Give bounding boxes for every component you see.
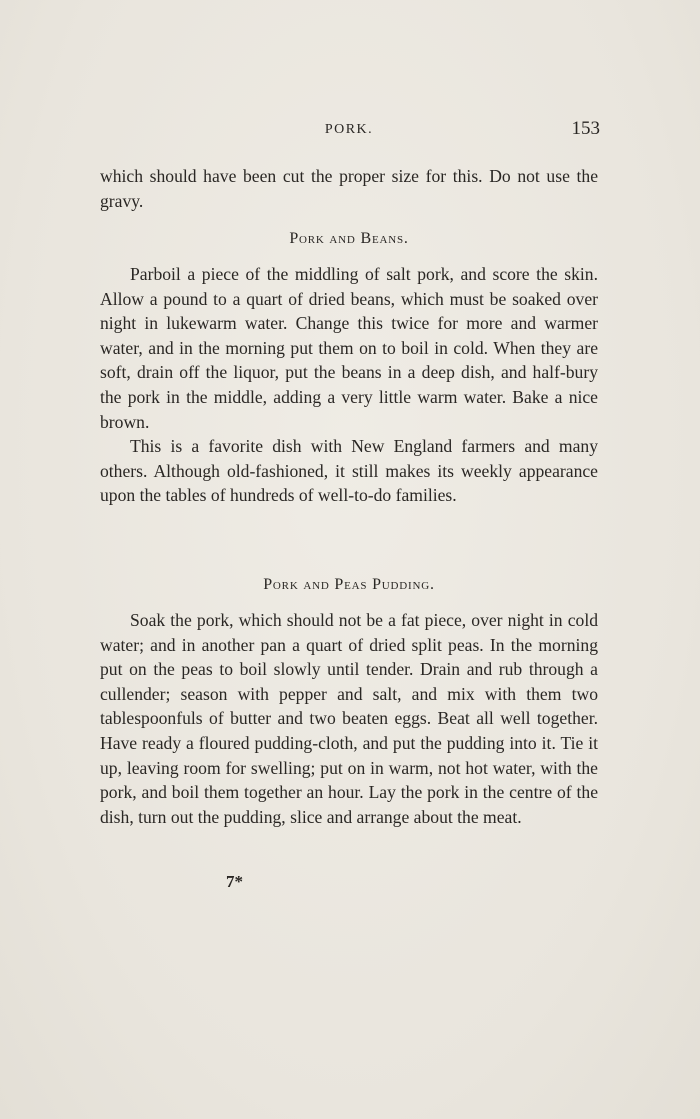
recipe-body-pork-and-peas-pudding [100,608,598,829]
continuation-paragraph: which should have been cut the proper size for this. Do not use the gravy. [100,166,598,211]
paragraph: This is a favorite dish with New England farmers and many others. Although old-fashioned, it still makes its weekly appearance upon the tables of hundreds of well-to-do families. [100,436,598,506]
paragraph: Soak the pork, which should not be a fat piece, over night in cold water; and in another pan a quart of dried split peas. In the morning put on the peas to boil slowly until tender. Drain and rub through a cullender; season with pepper and salt, and mix with them two tablespoonfuls of butter and two beaten eggs. Beat all well together. Have ready a floured pudding-cloth, and put the pudding into it. Tie it up, leaving room for swelling; put on in warm, not hot water, with the pork, and boil them together an hour. Lay the pork in the centre of the dish, turn out the pudding, slice and arrange about the meat. [100,610,598,827]
running-head [98,118,600,144]
recipe-heading-pork-and-peas-pudding: Pork and Peas Pudding. [263,576,435,593]
page-number: 153 [571,118,600,139]
continuation-text-block [100,164,598,213]
running-title: PORK. [324,122,374,137]
recipe-body-pork-and-beans [100,262,598,508]
recipe-heading-pork-and-beans: Pork and Beans. [289,230,409,247]
signature-mark: 7* [226,872,243,891]
paragraph: Parboil a piece of the middling of salt pork, and score the skin. Allow a pound to a quart of dried beans, which must be soaked over night in lukewarm water. Change this twice for more and warmer water, and in the morning put them on to boil in cold. When they are soft, drain off the liquor, put the beans in a deep dish, and half-bury the pork in the middle, adding a very little warm water. Bake a nice brown. [100,264,598,432]
